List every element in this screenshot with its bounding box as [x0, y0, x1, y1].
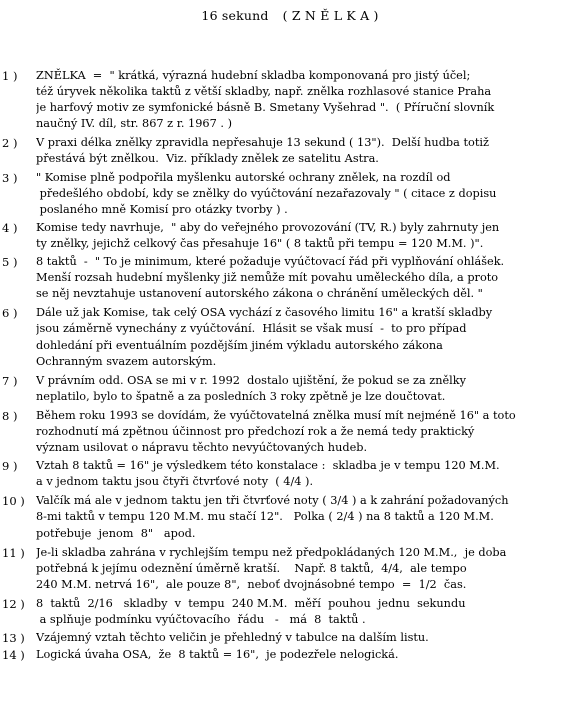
text-line: Dále už jak Komise, tak celý OSA vychází z časového limitu 16" a kratší skladby	[36, 306, 493, 320]
text-line: též úryvek několika taktů z větší skladby, např. znělka rozhlasové stanice Praha	[36, 85, 492, 99]
text-line: je harfový motiv ze symfonické básně B. Smetany Vyšehrad ". ( Příruční slovník	[36, 101, 495, 115]
list-item	[0, 170, 580, 218]
item-number: 4 )	[2, 220, 18, 235]
text-line: a v jednom taktu jsou čtyři čtvrťové noty ( 4/4 ).	[36, 475, 314, 489]
item-text	[36, 305, 574, 369]
item-number: 3 )	[2, 170, 18, 185]
text-line: dohledání při eventuálním pozdějším jiném výkladu autorského zákona	[36, 338, 443, 352]
text-line: jsou záměrně vynechány z vyúčtování. Hlásit se však musí - to pro případ	[36, 322, 467, 336]
item-text	[36, 630, 574, 646]
text-line: V právním odd. OSA se mi v r. 1992 dostalo ujištění, že pokud se za znělky	[36, 373, 467, 387]
item-text	[36, 170, 574, 218]
text-line: Vzájemný vztah těchto veličin je přehledný v tabulce na dalším listu.	[36, 631, 429, 645]
list-item	[0, 458, 580, 490]
text-line: V praxi délka znělky zpravidla nepřesahuje 13 sekund ( 13"). Delší hudba totiž	[36, 136, 489, 150]
text-line: předešlého období, kdy se znělky do vyúčtování nezařazovaly " ( citace z dopisu	[36, 186, 497, 200]
text-line: přestává být znělkou. Viz. příklady znělek ze satelitu Astra.	[36, 152, 379, 166]
item-text	[36, 596, 574, 628]
item-text	[36, 373, 574, 405]
item-number: 10 )	[2, 494, 25, 509]
list-item	[0, 135, 580, 167]
text-line: ZNĚLKA = " krátká, výrazná hudební skladba komponovaná pro jistý účel;	[36, 69, 471, 82]
text-line: Během roku 1993 se dovídám, že vyúčtovatelná znělka musí mít nejméně 16" a toto	[36, 408, 516, 422]
list-item	[0, 220, 580, 252]
item-number: 6 )	[2, 306, 18, 321]
list-item	[0, 68, 580, 132]
text-line: naučný IV. díl, str. 867 z r. 1967 . )	[36, 117, 232, 131]
title-subject: ( Z N Ě L K A )	[282, 8, 379, 23]
item-number: 8 )	[2, 408, 18, 423]
list-item	[0, 647, 580, 663]
list-item	[0, 305, 580, 369]
text-line: 8 taktů 2/16 skladby v tempu 240 M.M. měří pouhou jednu sekundu	[36, 596, 466, 610]
item-number: 5 )	[2, 255, 18, 270]
text-line: potřebuje jenom 8" apod.	[36, 526, 196, 540]
item-number: 12 )	[2, 596, 25, 611]
text-line: potřebná k jejímu odeznění úměrně kratší. Např. 8 taktů, 4/4, ale tempo	[36, 561, 467, 575]
item-text	[36, 647, 574, 663]
item-text	[36, 545, 574, 593]
text-line: rozhodnutí má zpětnou účinnost pro předchozí rok a že nemá tedy praktický	[36, 424, 475, 438]
text-line: neplatilo, bylo to špatně a za posledních 3 roky zpětně je lze doučtovat.	[36, 389, 446, 403]
item-number: 14 )	[2, 648, 25, 663]
text-line: Logická úvaha OSA, že 8 taktů = 16", je podezřele nelogická.	[36, 648, 399, 662]
text-line: Menší rozsah hudební myšlenky již nemůže mít povahu uměleckého díla, a proto	[36, 271, 499, 285]
text-line: ty znělky, jejichž celkový čas přesahuje 16" ( 8 taktů při tempu = 120 M.M. )".	[36, 236, 484, 250]
list-item	[0, 545, 580, 593]
item-text	[36, 254, 574, 302]
title-duration: 16 sekund	[201, 8, 269, 23]
text-line: poslaného mně Komisí pro otázky tvorby ) .	[36, 202, 288, 216]
text-line: Ochranným svazem autorským.	[36, 354, 217, 368]
item-number: 1 )	[2, 69, 18, 83]
text-line: Je-li skladba zahrána v rychlejším tempu než předpokládaných 120 M.M., je doba	[36, 545, 507, 559]
item-number: 7 )	[2, 373, 18, 388]
numbered-list	[0, 68, 580, 664]
item-number: 13 )	[2, 631, 25, 646]
text-line: 8 taktů - " To je minimum, které požaduje vyúčtovací řád při vyplňování ohlášek.	[36, 255, 505, 269]
text-line: 240 M.M. netrvá 16", ale pouze 8", neboť dvojnásobné tempo = 1/2 čas.	[36, 577, 467, 591]
item-number: 9 )	[2, 459, 18, 474]
text-line: Komise tedy navrhuje, " aby do veřejného provozování (TV, R.) byly zahrnuty jen	[36, 220, 500, 234]
item-number: 11 )	[2, 545, 25, 560]
item-text	[36, 135, 574, 167]
item-text	[36, 458, 574, 490]
page-title	[0, 8, 580, 23]
text-line: Vztah 8 taktů = 16" je výsledkem této konstalace : skladba je v tempu 120 M.M.	[36, 459, 500, 473]
text-line: význam usilovat o nápravu těchto nevyúčtovaných hudeb.	[36, 441, 368, 455]
list-item	[0, 596, 580, 628]
text-line: 8-mi taktů v tempu 120 M.M. mu stačí 12". Polka ( 2/4 ) na 8 taktů a 120 M.M.	[36, 510, 494, 524]
list-item	[0, 493, 580, 541]
item-text	[36, 493, 574, 541]
item-text	[36, 220, 574, 252]
text-line: se něj nevztahuje ustanovení autorského zákona o chránění uměleckých děl. "	[36, 287, 483, 301]
item-number: 2 )	[2, 136, 18, 151]
text-line: " Komise plně podpořila myšlenku autorské ochrany znělek, na rozdíl od	[36, 170, 451, 184]
list-item	[0, 408, 580, 456]
item-text	[36, 408, 574, 456]
list-item	[0, 630, 580, 646]
text-line: Valčík má ale v jednom taktu jen tři čtvrťové noty ( 3/4 ) a k zahrání požadovaných	[36, 494, 509, 508]
text-line: a splňuje podmínku vyúčtovacího řádu - má 8 taktů .	[36, 613, 366, 626]
list-item	[0, 254, 580, 302]
item-text	[36, 68, 574, 132]
list-item	[0, 373, 580, 405]
